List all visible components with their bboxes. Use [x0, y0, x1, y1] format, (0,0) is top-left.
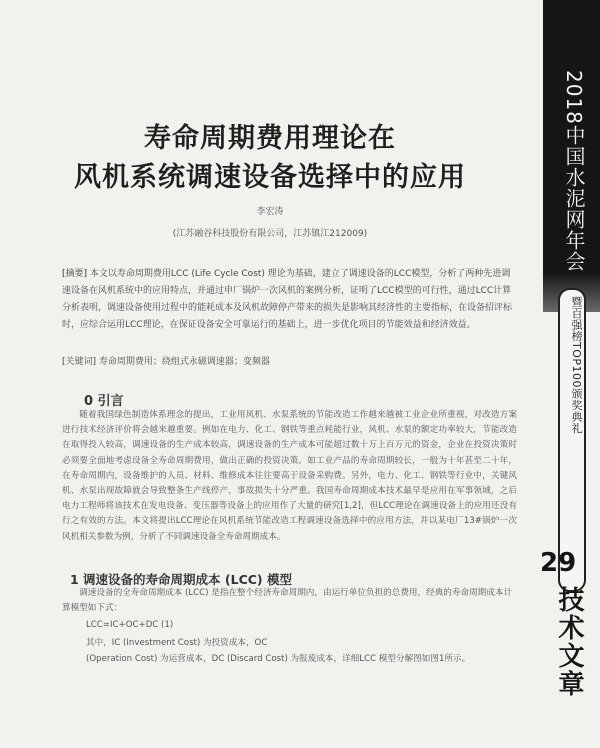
section-1-text: 调速设备的全寿命周期成本 (LCC) 是指在整个经济寿命周期内，由运行单位负担的总费用，经典的寿命周期成本计算模型如下式：: [62, 588, 513, 613]
section-label: 技术文章: [554, 586, 584, 698]
banner-pill: [558, 288, 586, 592]
banner-dark-block: [543, 0, 600, 272]
op-definition: (Operation Cost) 为运营成本，DC (Discard Cost) 为报废成本，详细LCC 模型分解图如图1所示。: [86, 654, 471, 664]
ic-definition: 其中，IC (Investment Cost) 为投资成本，OC: [86, 638, 268, 648]
article-title: [60, 122, 480, 196]
author: 李宏涛: [256, 207, 284, 217]
banner-year-text: 2018中国水泥网年会: [562, 70, 586, 272]
title-line-1: 寿命周期费用理论在: [144, 123, 396, 154]
abstract: [62, 266, 517, 334]
title-line-2: 风机系统调速设备选择中的应用: [74, 162, 466, 193]
abstract-text: 本文以寿命周期费用LCC (Life Cycle Cost) 理论为基础，建立了调速设备的LCC模型，分析了两种先进调速设备在风机系统中的应用特点，并通过申厂锅炉一次风机的案例分析，证明了LCC模型的可行性，通过LCC计算分析表明，调速设备使用过程中的能耗成本及风机故障停产带来的损失是影响其经济性的主要指标，在设备招评标时，应综合运用LCC理论，在保证设备安全可靠运行的基础上，进一步优化项目的节能效益和经济效益。: [62, 269, 513, 330]
abstract-tag: [摘要]: [62, 269, 88, 279]
lcc-formula: LCC=IC+OC+DC (1): [86, 620, 174, 630]
page-number: 29: [540, 548, 577, 578]
keywords-tag: [关键词]: [62, 357, 97, 367]
keywords: [62, 354, 517, 367]
banner-pill-text: 暨百强榜TOP100颁奖典礼: [570, 296, 583, 435]
section-0-heading: 0 引言: [84, 394, 124, 409]
section-1-heading: 1 调速设备的寿命周期成本 (LCC) 模型: [70, 572, 292, 587]
affiliation: (江苏融谷科技股份有限公司，江苏镇江212009): [172, 229, 368, 239]
section-0-text: 随着我国绿色制造体系理念的提出，工业用风机、水泵系统的节能改造工作越来越被工业企业所重视，对改造方案进行技术经济评价将会越来越重要。例如在电力、化工、钢铁等重点耗能行业，风机、水泵的额定功率较大，节能改造在取得投入较高，调速设备的生产成本较高，调速设备的生产成本可能超过数十万上百万元的资金，企业在投资决策时必须要全面地考虑设备全寿命周期费用，做出正确的投资决策。如工业产品的寿命周期较长，一般为十年甚至二十年，在寿命周期内，设备维护的人员、材料、维修成本往往要高于设备采购费。另外，电力、化工、钢铁等行业中，关键风机、水泵出现故障就会导致整条生产线停产，事故损失十分严重。我国寿命周期成本技术最早是应用在军事领域，之后电力工程师将该技术在发电设备、变压器等设备上的应用作了大量的研究[1,2]，但LCC理论在调速设备上的应用还没有行之有效的方法。本文将提出LCC理论在风机系统节能改造工程调速设备选择中的应用方法，并以某电厂13#锅炉一次风机相关参数为例，分析了不同调速设备全寿命周期成本。: [62, 410, 517, 542]
keywords-text: 寿命周期费用；绕组式永磁调速器；变频器: [98, 357, 270, 367]
